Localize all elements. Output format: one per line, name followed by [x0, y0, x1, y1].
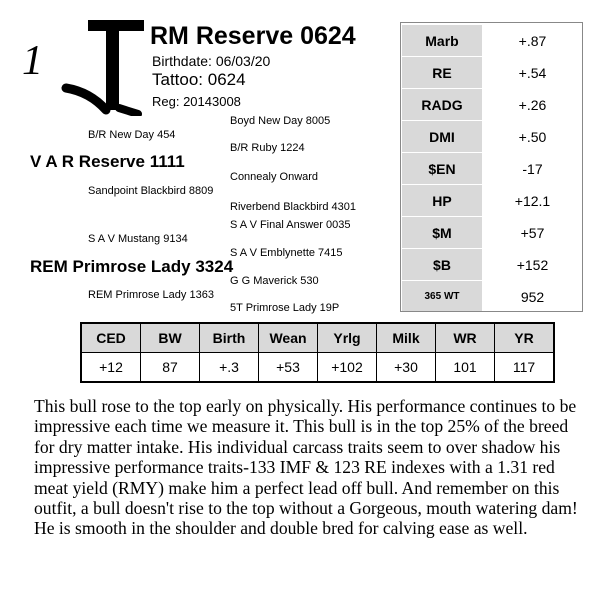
pedigree-dam-dam-sire: G G Maverick 530 — [230, 275, 319, 287]
epd-value: 101 — [436, 353, 495, 383]
epd-value: 117 — [495, 353, 555, 383]
side-epd-row — [402, 57, 583, 89]
epd-header: YR — [495, 323, 555, 353]
side-epd-label: RE — [402, 57, 482, 89]
side-epd-row — [402, 217, 583, 249]
side-epd-value: +152 — [482, 249, 583, 281]
side-epd-value: -17 — [482, 153, 583, 185]
side-epd-row — [402, 185, 583, 217]
pedigree-sire-dam-sire: Connealy Onward — [230, 171, 319, 183]
pedigree-dam-sire: S A V Mustang 9134 — [88, 233, 188, 245]
bull-description: This bull rose to the top early on physically. His performance continues to be impressive each time we measure it. This bull is in the top 25% of the breed for dry matter intake. His individual carcass traits seem to over shadow his impressive performance traits-133 IMF & 123 RE indexes with a 1.31 red meat yield (RMY) make him a perfect lead off bull. And remember on this outfit, a bull doesn't rise to the top without a Gorgeous, mouth watering dam! He is smooth in the shoulder and double bred for calving ease as well. — [34, 396, 578, 539]
side-epd-label: HP — [402, 185, 482, 217]
pedigree-sire-sire-dam: B/R Ruby 1224 — [230, 142, 305, 154]
epd-header: WR — [436, 323, 495, 353]
side-epd-value: 952 — [482, 281, 583, 313]
epd-value: 87 — [141, 353, 200, 383]
pedigree-sire-sire-sire: Boyd New Day 8005 — [230, 115, 331, 127]
pedigree-dam-sire-dam: S A V Emblynette 7415 — [230, 247, 343, 259]
epd-header: CED — [81, 323, 141, 353]
epd-table — [80, 322, 555, 383]
pedigree-dam-dam: REM Primrose Lady 1363 — [88, 289, 214, 301]
side-epd-label: 365 WT — [402, 281, 482, 313]
epd-header-row — [81, 323, 554, 353]
pedigree-dam: REM Primrose Lady 3324 — [30, 257, 234, 276]
pedigree-dam-sire-sire: S A V Final Answer 0035 — [230, 219, 351, 231]
epd-header: BW — [141, 323, 200, 353]
side-epd-label: $EN — [402, 153, 482, 185]
epd-value-row — [81, 353, 554, 383]
side-epd-label: $B — [402, 249, 482, 281]
side-epd-row — [402, 25, 583, 57]
birthdate: Birthdate: 06/03/20 — [152, 53, 271, 69]
bull-name: RM Reserve 0624 — [150, 22, 356, 50]
pedigree-sire: V A R Reserve 1111 — [30, 152, 185, 171]
side-epd-table — [402, 24, 583, 312]
side-epd-label: $M — [402, 217, 482, 249]
pedigree-sire-sire: B/R New Day 454 — [88, 129, 176, 141]
lot-number: 1 — [22, 38, 43, 84]
pedigree-sire-dam-dam: Riverbend Blackbird 4301 — [230, 201, 356, 213]
tattoo: Tattoo: 0624 — [152, 70, 246, 89]
side-epd-row — [402, 249, 583, 281]
epd-value: +30 — [377, 353, 436, 383]
side-epd-label: Marb — [402, 25, 482, 57]
side-epd-value: +.87 — [482, 25, 583, 57]
side-epd-value: +.54 — [482, 57, 583, 89]
registration-number: Reg: 20143008 — [152, 94, 241, 109]
epd-header: Birth — [200, 323, 259, 353]
epd-value: +.3 — [200, 353, 259, 383]
brand-icon — [60, 20, 144, 116]
epd-header: Milk — [377, 323, 436, 353]
side-epd-value: +.50 — [482, 121, 583, 153]
pedigree-sire-dam: Sandpoint Blackbird 8809 — [88, 185, 214, 197]
epd-value: +53 — [259, 353, 318, 383]
side-epd-row — [402, 121, 583, 153]
side-epd-label: RADG — [402, 89, 482, 121]
side-epd-row — [402, 89, 583, 121]
side-epd-value: +12.1 — [482, 185, 583, 217]
epd-value: +12 — [81, 353, 141, 383]
side-epd-label: DMI — [402, 121, 482, 153]
side-epd-row — [402, 281, 583, 313]
side-epd-value: +.26 — [482, 89, 583, 121]
epd-header: Yrlg — [318, 323, 377, 353]
pedigree-dam-dam-dam: 5T Primrose Lady 19P — [230, 302, 340, 314]
side-epd-value: +57 — [482, 217, 583, 249]
epd-value: +102 — [318, 353, 377, 383]
side-epd-row — [402, 153, 583, 185]
epd-header: Wean — [259, 323, 318, 353]
